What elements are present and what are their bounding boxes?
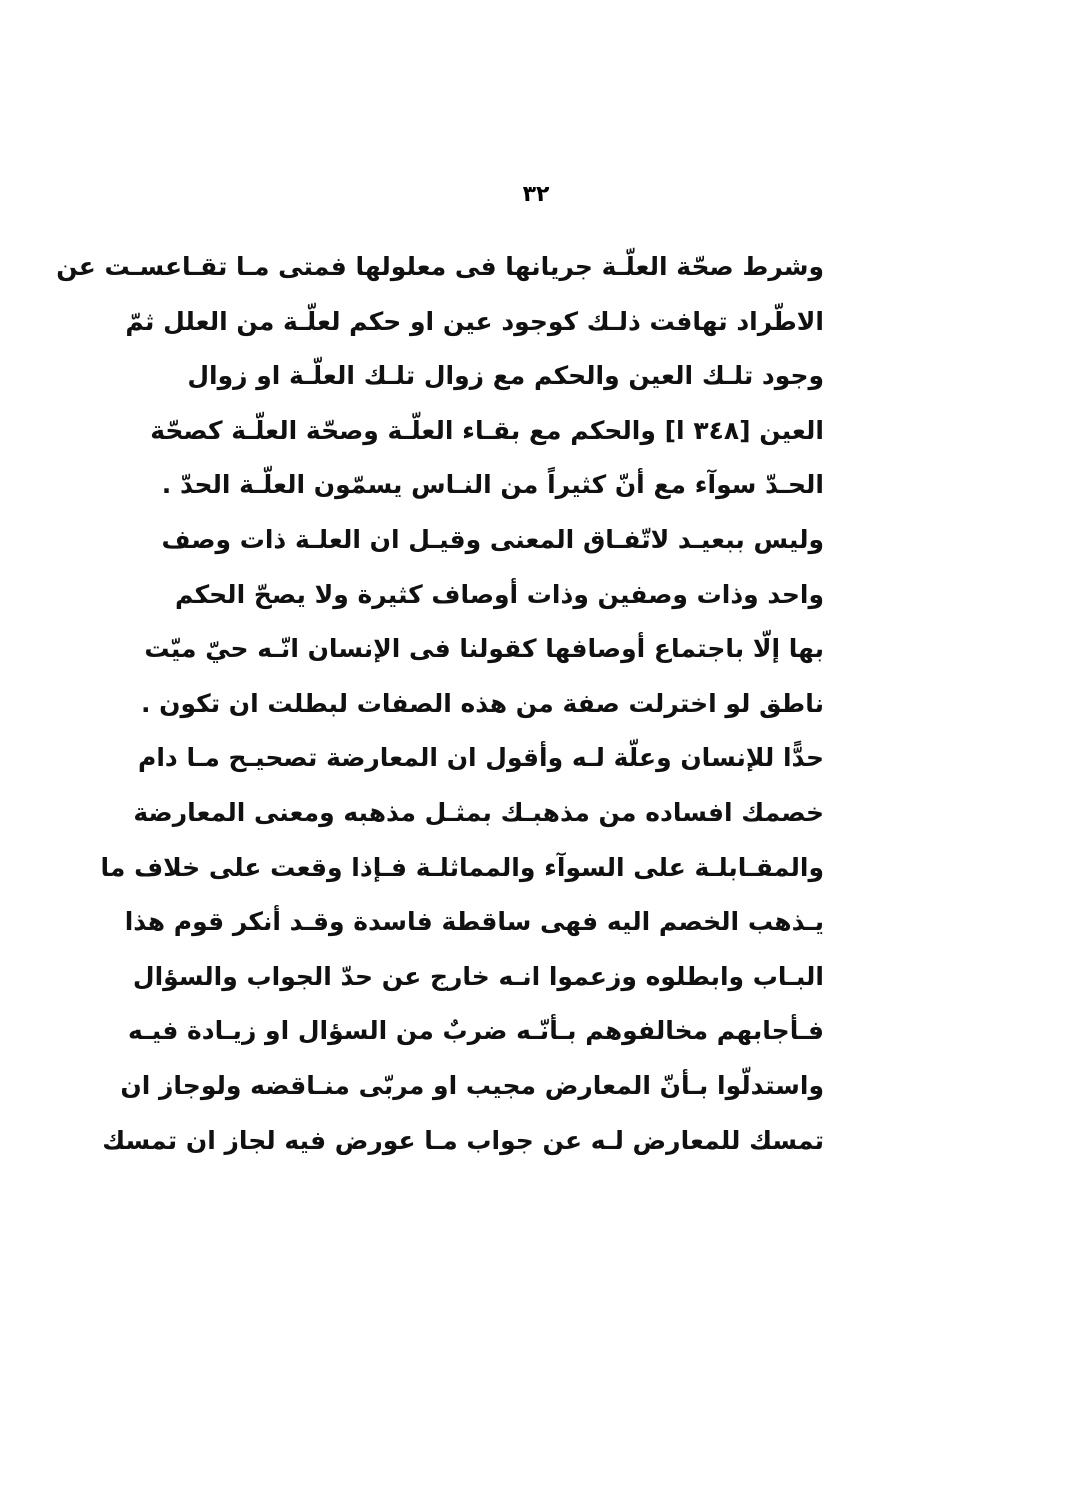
body-text — [56, 240, 824, 1168]
text-line: واستدلّوا بـأنّ المعارض مجيب او مربّى منـاقضه ولوجاز ان — [120, 1070, 824, 1100]
text-line: تمسك للمعارض لـه عن جواب مـا عورض فيه لجاز ان تمسك — [102, 1125, 824, 1155]
text-line: بها إلّا باجتماع أوصافها كقولنا فى الإنسان انّـه حيّ ميّت — [144, 634, 824, 664]
text-line: الحـدّ سوآء مع أنّ كثيراً من النـاس يسمّون العلّـة الحدّ . — [161, 470, 824, 500]
text-line: خصمك افساده من مذهبـك بمثـل مذهبه ومعنى المعارضة — [133, 797, 824, 827]
text-line: العين [٣٤٨ ﺍ] والحكم مع بقـاء العلّـة وصحّة العلّـة كصحّة — [150, 415, 824, 445]
text-line: وليس ببعيـد لاتّفـاق المعنى وقيـل ان العلـة ذات وصف — [161, 524, 824, 554]
text-line: وجود تلـك العين والحكم مع زوال تلـك العلّـة او زوال — [187, 361, 824, 391]
text-line: الاطّراد تهافت ذلـك كوجود عين او حكم لعلّـة من العلل ثمّ — [125, 306, 824, 336]
text-line: ناطق لو اخترلت صفة من هذه الصفات لبطلت ان تكون . — [140, 688, 824, 718]
text-line: يـذهب الخصم اليه فهى ساقطة فاسدة وقـد أنكر قوم هذا — [124, 907, 824, 937]
text-line: البـاب وابطلوه وزعموا انـه خارج عن حدّ الجواب والسؤال — [132, 961, 824, 991]
text-line: والمقـابلـة على السوآء والمماثلـة فـإذا وقعت على خلاف ما — [100, 852, 824, 882]
text-line: وشرط صحّة العلّـة جريانها فى معلولها فمتى مـا تقـاعسـت عن — [56, 252, 824, 281]
page-number: ٣٢ — [522, 182, 550, 207]
text-line: واحد وذات وصفين وذات أوصاف كثيرة ولا يصحّ الحكم — [175, 579, 824, 609]
text-line: فـأجابهم مخالفوهم بـأنّـه ضربٌ من السؤال او زيـادة فيـه — [128, 1016, 824, 1046]
text-line: حدًّا للإنسان وعلّة لـه وأقول ان المعارضة تصحيـح مـا دام — [138, 743, 824, 773]
